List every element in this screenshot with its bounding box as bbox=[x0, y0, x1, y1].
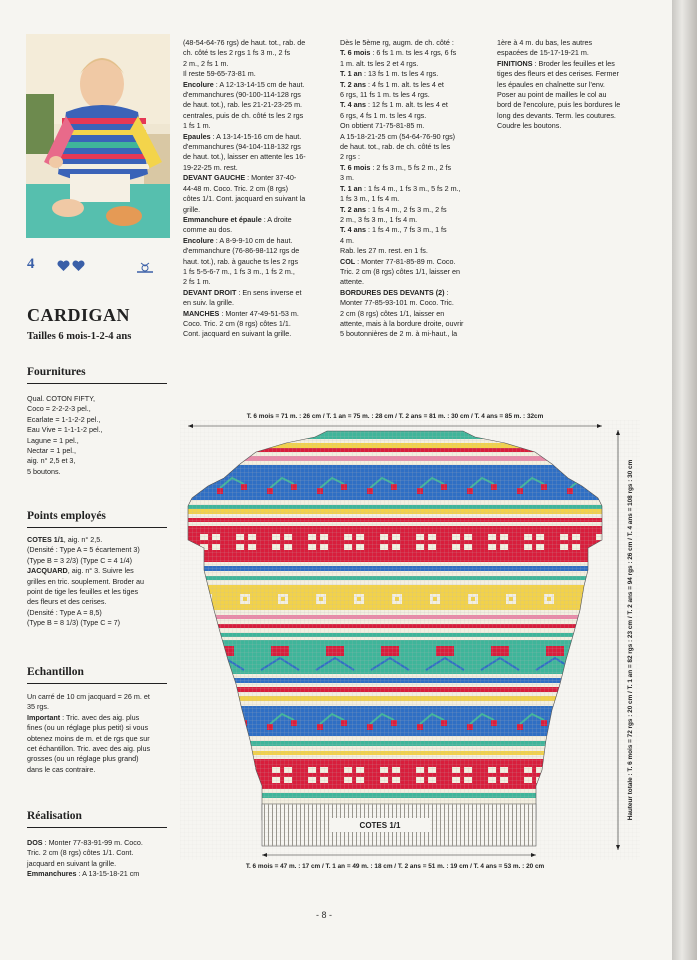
instructions-column-2 bbox=[183, 38, 333, 340]
line-text: Cont. jacquard en suivant la grille. bbox=[183, 329, 292, 339]
text-line bbox=[497, 69, 647, 79]
bold-term: Important bbox=[27, 712, 61, 722]
text-line bbox=[183, 142, 333, 152]
rib-line bbox=[516, 804, 517, 846]
line-text: Poser au point de mailles le col au bbox=[497, 90, 607, 100]
line-text: : 4 fs 1 m. alt. ts les 4 et bbox=[365, 79, 444, 89]
text-line: Coco = 2-2-2-3 pel., bbox=[27, 404, 91, 414]
text-line bbox=[340, 205, 490, 215]
line-text: grille. bbox=[183, 204, 201, 214]
bold-term: Emmanchure et épaule bbox=[183, 214, 262, 224]
text-line bbox=[27, 848, 169, 858]
line-text: centrales, puis de ch. côté ts les 2 rgs bbox=[183, 110, 304, 120]
line-text: : 13 fs 1 m. ts les 4 rgs. bbox=[361, 69, 439, 79]
top-dimension-label: T. 6 mois = 71 m. : 26 cm / T. 1 an = 75 m. : 28 cm / T. 2 ans = 81 m. : 30 cm / T. 4 ans = 85 m. : 32cm bbox=[246, 413, 544, 420]
line-text: attente. bbox=[340, 277, 364, 287]
text-line bbox=[340, 267, 490, 277]
line-text: 2 m., 2 fs 1 m. bbox=[183, 58, 229, 68]
text-line bbox=[183, 319, 333, 329]
text-line: Eau Vive = 1-1-1-2 pel., bbox=[27, 425, 103, 435]
line-text: Tric. 2 cm (8 rgs) côtes 1/1. Cont. bbox=[27, 848, 134, 858]
baby-photo bbox=[26, 34, 170, 238]
text-line bbox=[27, 869, 169, 879]
line-text: 2 cm (8 rgs) côtes 1/1, laisser en bbox=[340, 308, 445, 318]
line-text: , aig. n° 3. Suivre les bbox=[67, 566, 134, 576]
rib-line bbox=[268, 804, 269, 846]
rib-line bbox=[448, 804, 449, 846]
line-text: : 12 fs 1 m. alt. ts les 4 et bbox=[365, 100, 448, 110]
echantillon-heading: Echantillon bbox=[27, 666, 167, 684]
text-line bbox=[183, 38, 333, 48]
rib-line bbox=[320, 804, 321, 846]
line-text: : Monter 47-49-51-53 m. bbox=[219, 308, 299, 318]
text-line bbox=[27, 587, 169, 597]
text-line bbox=[183, 246, 333, 256]
line-text: 2 m., 3 fs 3 m., 1 fs 4 m. bbox=[340, 214, 418, 224]
line-text: grosses (ou un réglage plus grand) bbox=[27, 754, 139, 764]
line-text: 1 fs 3 m., 1 fs 4 m. bbox=[340, 194, 400, 204]
line-text: : Broder les feuilles et les bbox=[532, 58, 615, 68]
line-text: 35 rgs. bbox=[27, 702, 49, 712]
rib-line bbox=[476, 804, 477, 846]
text-line bbox=[27, 702, 169, 712]
line-text: long des devants. Term. les coutures. bbox=[497, 110, 616, 120]
text-line bbox=[183, 80, 333, 90]
bold-term: T. 1 an bbox=[340, 183, 362, 193]
heart-icon bbox=[72, 260, 85, 272]
rib-line bbox=[272, 804, 273, 846]
line-text: : bbox=[444, 287, 449, 297]
line-text: cet échantillon. Tric. avec des aig. plus bbox=[27, 744, 151, 754]
side-dimension-label: Hauteur totale : T. 6 mois = 72 rgs : 20 cm / T. 1 an = 82 rgs : 23 cm / T. 2 ans = 94 rgs : 26 cm / T. 4 ans = 108 rgs : 30 cm bbox=[627, 459, 634, 821]
line-text: jacquard en suivant la grille. bbox=[27, 858, 117, 868]
text-line bbox=[27, 535, 169, 545]
rib-line bbox=[520, 804, 521, 846]
text-line bbox=[340, 329, 490, 339]
rib-line bbox=[456, 804, 457, 846]
bold-term: T. 1 an bbox=[340, 69, 362, 79]
rib-line bbox=[512, 804, 513, 846]
rib-line bbox=[328, 804, 329, 846]
instructions-column-4 bbox=[497, 38, 647, 132]
pattern-title: CARDIGAN bbox=[27, 305, 130, 325]
text-line bbox=[27, 838, 169, 848]
points-heading: Points employés bbox=[27, 510, 167, 528]
text-line bbox=[27, 545, 169, 555]
line-text: de haut. tot.), laisser en attente les 16- bbox=[183, 152, 306, 162]
text-line bbox=[183, 59, 333, 69]
text-line bbox=[27, 744, 169, 754]
text-line bbox=[340, 152, 490, 162]
line-text: A 15-18-21-25 cm (54-64-76-90 rgs) bbox=[340, 131, 456, 141]
text-line bbox=[183, 329, 333, 339]
text-line bbox=[183, 48, 333, 58]
line-text: : Tric. avec des aig. plus bbox=[60, 712, 140, 722]
line-text: dans le cas contraire. bbox=[27, 764, 96, 774]
text-line bbox=[27, 765, 169, 775]
text-line bbox=[27, 618, 169, 628]
text-line bbox=[183, 215, 333, 225]
bold-term: COTES 1/1 bbox=[27, 535, 64, 544]
text-line: 5 boutons. bbox=[27, 466, 61, 476]
text-line bbox=[497, 48, 647, 58]
text-line bbox=[183, 132, 333, 142]
rib-line bbox=[528, 804, 529, 846]
line-text: attente, mais à la bordure droite, ouvrir bbox=[340, 318, 464, 328]
rib-line bbox=[496, 804, 497, 846]
rib-line bbox=[480, 804, 481, 846]
bold-term: COL bbox=[340, 256, 356, 266]
line-text: : Monter 77-81-85-89 m. Coco. bbox=[355, 256, 456, 266]
rib-line bbox=[460, 804, 461, 846]
line-text: Rab. les 27 m. rest. en 1 fs. bbox=[340, 246, 428, 256]
rib-line bbox=[264, 804, 265, 846]
line-text: (Densité : Type A = 8,5) bbox=[27, 607, 102, 617]
text-line bbox=[340, 236, 490, 246]
bold-term: FINITIONS bbox=[497, 58, 533, 68]
line-text: de haut. tot., rab. de ch. côté ts les bbox=[340, 142, 451, 152]
rib-line bbox=[308, 804, 309, 846]
text-line bbox=[497, 100, 647, 110]
bold-term: T. 4 ans bbox=[340, 100, 366, 110]
line-text: , aig. n° 2,5. bbox=[63, 535, 103, 544]
rib-line bbox=[444, 804, 445, 846]
text-line bbox=[340, 309, 490, 319]
text-line bbox=[27, 859, 169, 869]
bold-term: DEVANT DROIT bbox=[183, 287, 237, 297]
line-text: 6 rgs, 11 fs 1 m. ts les 4 rgs. bbox=[340, 90, 430, 100]
bold-term: Epaules bbox=[183, 131, 211, 141]
text-line: Qual. COTON FIFTY, bbox=[27, 394, 96, 403]
rib-line bbox=[468, 804, 469, 846]
text-line bbox=[340, 184, 490, 194]
bold-term: DOS bbox=[27, 838, 43, 847]
line-text: grilles en tric. souplement. Broder au bbox=[27, 576, 145, 586]
text-line bbox=[183, 267, 333, 277]
line-text: : 2 fs 3 m., 5 fs 2 m., 2 fs bbox=[370, 162, 452, 172]
difficulty-number: 4 bbox=[27, 256, 35, 272]
line-text: : Monter 37-40- bbox=[245, 173, 297, 183]
rib-line bbox=[312, 804, 313, 846]
text-line bbox=[183, 121, 333, 131]
text-line bbox=[183, 90, 333, 100]
text-line bbox=[340, 163, 490, 173]
bold-term: T. 2 ans bbox=[340, 204, 366, 214]
fournitures-heading: Fournitures bbox=[27, 366, 167, 384]
line-text: : A 13-15-18-21 cm bbox=[76, 869, 140, 879]
instructions-column-3 bbox=[340, 38, 490, 340]
rib-line bbox=[288, 804, 289, 846]
line-text: des fleurs et des cerises. bbox=[27, 597, 107, 607]
line-text: (Densité : Type A = 5 écartement 3) bbox=[27, 545, 140, 555]
text-line: Ecarlate = 1-1-2-2 pel., bbox=[27, 414, 101, 424]
rib-line bbox=[524, 804, 525, 846]
text-line bbox=[183, 277, 333, 287]
line-text: : A 8-9-9-10 cm de haut. bbox=[213, 235, 293, 245]
text-line bbox=[183, 111, 333, 121]
text-line bbox=[340, 80, 490, 90]
line-text: : 1 fs 4 m., 1 fs 3 m., 5 fs 2 m., bbox=[361, 183, 461, 193]
bold-term: Encolure bbox=[183, 235, 214, 245]
line-text: 2 fs 1 m. bbox=[183, 277, 211, 287]
sleeve-knitting-chart bbox=[180, 400, 640, 880]
line-text: Dès le 5ème rg, augm. de ch. côté : bbox=[340, 38, 454, 47]
bold-term: DEVANT GAUCHE bbox=[183, 173, 246, 183]
text-line bbox=[340, 277, 490, 287]
realisation-heading: Réalisation bbox=[27, 810, 167, 828]
rib-line bbox=[440, 804, 441, 846]
line-text: : A droite bbox=[261, 214, 292, 224]
line-text: 44-48 m. Coco. Tric. 2 cm (8 rgs) bbox=[183, 183, 289, 193]
line-text: point de tige les feuilles et les tiges bbox=[27, 587, 139, 597]
line-text: 2 rgs : bbox=[340, 152, 360, 162]
line-text: Coudre les boutons. bbox=[497, 121, 562, 131]
text-line bbox=[340, 59, 490, 69]
text-line bbox=[497, 38, 647, 48]
line-text: fines (ou un réglage plus petit) si vous bbox=[27, 723, 149, 733]
rib-line bbox=[292, 804, 293, 846]
line-text: Un carré de 10 cm jacquard = 26 m. et bbox=[27, 692, 150, 701]
text-line bbox=[183, 194, 333, 204]
text-line: aig. n° 2,5 et 3, bbox=[27, 456, 76, 466]
realisation-text bbox=[27, 838, 169, 880]
line-text: bord de l'encolure, puis les bordures le bbox=[497, 100, 621, 110]
line-text: : Monter 77-83-91-99 m. Coco. bbox=[42, 838, 143, 847]
text-line bbox=[497, 80, 647, 90]
ribbing-label: COTES 1/1 bbox=[359, 821, 401, 830]
text-line bbox=[340, 298, 490, 308]
line-text: haut. tot.), rab. à gauche ts les 2 rgs bbox=[183, 256, 299, 266]
text-line bbox=[340, 173, 490, 183]
text-line bbox=[340, 48, 490, 58]
fournitures-list bbox=[27, 394, 169, 477]
line-text: tiges des fleurs et des cerises. Fermer bbox=[497, 69, 619, 79]
line-text: 1 fs 5-5-6-7 m., 1 fs 3 m., 1 fs 2 m., bbox=[183, 266, 295, 276]
text-line bbox=[340, 288, 490, 298]
text-line bbox=[340, 225, 490, 235]
text-line bbox=[497, 111, 647, 121]
rib-line bbox=[284, 804, 285, 846]
text-line bbox=[340, 132, 490, 142]
bold-term: JACQUARD bbox=[27, 566, 68, 576]
line-text: (Type B = 8 1/3) (Type C = 7) bbox=[27, 618, 121, 628]
rib-line bbox=[304, 804, 305, 846]
text-line bbox=[27, 754, 169, 764]
text-line bbox=[183, 298, 333, 308]
text-line bbox=[27, 713, 169, 723]
rib-line bbox=[492, 804, 493, 846]
page-number: - 8 - bbox=[316, 910, 333, 920]
text-line bbox=[340, 194, 490, 204]
bold-term: T. 6 mois bbox=[340, 48, 371, 58]
text-line bbox=[340, 90, 490, 100]
text-line bbox=[183, 163, 333, 173]
pattern-sizes: Tailles 6 mois-1-2-4 ans bbox=[27, 331, 132, 342]
text-line bbox=[27, 577, 169, 587]
text-line bbox=[340, 257, 490, 267]
text-line bbox=[27, 692, 169, 702]
text-line bbox=[27, 566, 169, 576]
text-line bbox=[340, 111, 490, 121]
text-line bbox=[183, 173, 333, 183]
line-text: en suiv. la grille. bbox=[183, 298, 234, 308]
text-line bbox=[27, 597, 169, 607]
bold-term: MANCHES bbox=[183, 308, 220, 318]
text-line bbox=[183, 152, 333, 162]
text-line bbox=[183, 205, 333, 215]
rib-line bbox=[472, 804, 473, 846]
heart-icon bbox=[57, 260, 70, 272]
rib-line bbox=[280, 804, 281, 846]
bold-term: Emmanchures bbox=[27, 869, 77, 879]
page-gutter bbox=[672, 0, 697, 960]
text-line bbox=[340, 38, 490, 48]
text-line bbox=[340, 215, 490, 225]
line-text: ch. côté ts les 2 rgs 1 fs 3 m., 2 fs bbox=[183, 48, 291, 58]
line-text: Tric. 2 cm (8 rgs) côtes 1/1, laisser en bbox=[340, 266, 460, 276]
line-text: 5 boutonnières de 2 m. à mi-haut., la bbox=[340, 329, 458, 339]
text-line bbox=[183, 288, 333, 298]
line-text: comme au dos. bbox=[183, 225, 233, 235]
line-text: Il reste 59-65-73-81 m. bbox=[183, 69, 256, 79]
rib-line bbox=[500, 804, 501, 846]
text-line bbox=[183, 184, 333, 194]
yarn-ball-icon bbox=[135, 260, 155, 274]
text-line bbox=[27, 608, 169, 618]
text-line bbox=[183, 257, 333, 267]
text-line bbox=[340, 69, 490, 79]
text-line bbox=[27, 556, 169, 566]
line-text: espacées de 15-17-19-21 m. bbox=[497, 48, 589, 58]
text-line bbox=[497, 59, 647, 69]
text-line bbox=[183, 236, 333, 246]
rib-line bbox=[452, 804, 453, 846]
line-text: 1 fs 1 m. bbox=[183, 121, 211, 131]
rib-line bbox=[300, 804, 301, 846]
bold-term: T. 4 ans bbox=[340, 225, 366, 235]
text-line bbox=[183, 309, 333, 319]
line-text: 3 m. bbox=[340, 173, 354, 183]
rib-line bbox=[488, 804, 489, 846]
line-text: : A 12-13-14-15 cm de haut. bbox=[213, 79, 305, 89]
line-text: de haut. tot.), rab. les 21-21-23-25 m. bbox=[183, 100, 303, 110]
bold-term: Encolure bbox=[183, 79, 214, 89]
line-text: côtes 1/1. Cont. jacquard en suivant la bbox=[183, 194, 306, 204]
line-text: les épaules en chaînette sur l'env. bbox=[497, 79, 605, 89]
text-line bbox=[340, 121, 490, 131]
text-line bbox=[340, 142, 490, 152]
line-text: 1ère à 4 m. du bas, les autres bbox=[497, 38, 593, 47]
text-line bbox=[340, 246, 490, 256]
rib-line bbox=[436, 804, 437, 846]
rib-line bbox=[316, 804, 317, 846]
rib-line bbox=[464, 804, 465, 846]
text-line bbox=[183, 100, 333, 110]
text-line bbox=[27, 723, 169, 733]
rib-line bbox=[296, 804, 297, 846]
line-text: 6 rgs, 4 fs 1 m. ts les 4 rgs. bbox=[340, 110, 427, 120]
text-line bbox=[183, 225, 333, 235]
rib-line bbox=[324, 804, 325, 846]
echantillon-text bbox=[27, 692, 169, 775]
line-text: On obtient 71-75-81-85 m. bbox=[340, 121, 425, 131]
line-text: 19-22-25 m. rest. bbox=[183, 162, 238, 172]
rib-line bbox=[504, 804, 505, 846]
rib-line bbox=[276, 804, 277, 846]
line-text: d'emmanchures (94-104-118-132 rgs bbox=[183, 142, 301, 152]
rib-line bbox=[432, 804, 433, 846]
rib-line bbox=[484, 804, 485, 846]
text-line: Lagune = 1 pel., bbox=[27, 435, 79, 445]
line-text: : 1 fs 4 m., 2 fs 3 m., 2 fs bbox=[365, 204, 447, 214]
rib-line bbox=[508, 804, 509, 846]
bold-term: T. 6 mois bbox=[340, 162, 371, 172]
line-text: d'emmanchure (76-86-98-112 rgs de bbox=[183, 246, 300, 256]
line-text: Monter 77-85-93-101 m. Coco. Tric. bbox=[340, 298, 454, 308]
line-text: : 6 fs 1 m. ts les 4 rgs, 6 fs bbox=[370, 48, 457, 58]
text-line bbox=[27, 734, 169, 744]
line-text: : A 13-14-15-16 cm de haut. bbox=[210, 131, 302, 141]
bottom-dimension-label: T. 6 mois = 47 m. : 17 cm / T. 1 an = 49 m. : 18 cm / T. 2 ans = 51 m. : 19 cm / T. 4 ans = 53 m. : 20 cm bbox=[245, 863, 545, 870]
line-text: (48-54-64-76 rgs) de haut. tot., rab. de bbox=[183, 38, 306, 47]
text-line: Nectar = 1 pel., bbox=[27, 446, 76, 456]
line-text: (Type B = 3 2/3) (Type C = 4 1/4) bbox=[27, 555, 133, 565]
text-line bbox=[497, 90, 647, 100]
line-text: 1 m. alt. ts les 2 et 4 rgs. bbox=[340, 58, 419, 68]
line-text: Coco. Tric. 2 cm (8 rgs) côtes 1/1. bbox=[183, 318, 291, 328]
bold-term: BORDURES DES DEVANTS (2) bbox=[340, 287, 445, 297]
text-line bbox=[340, 319, 490, 329]
points-text bbox=[27, 535, 169, 629]
text-line bbox=[497, 121, 647, 131]
text-line bbox=[340, 100, 490, 110]
rib-line bbox=[532, 804, 533, 846]
line-text: obtenez moins de m. et de rgs que sur bbox=[27, 733, 150, 743]
line-text: : En sens inverse et bbox=[236, 287, 302, 297]
line-text: d'emmanchures (90-100-114-128 rgs bbox=[183, 90, 301, 100]
difficulty-rating bbox=[27, 256, 157, 278]
text-line bbox=[183, 69, 333, 79]
bold-term: T. 2 ans bbox=[340, 79, 366, 89]
line-text: : 1 fs 4 m., 7 fs 3 m., 1 fs bbox=[365, 225, 447, 235]
line-text: 4 m. bbox=[340, 235, 354, 245]
